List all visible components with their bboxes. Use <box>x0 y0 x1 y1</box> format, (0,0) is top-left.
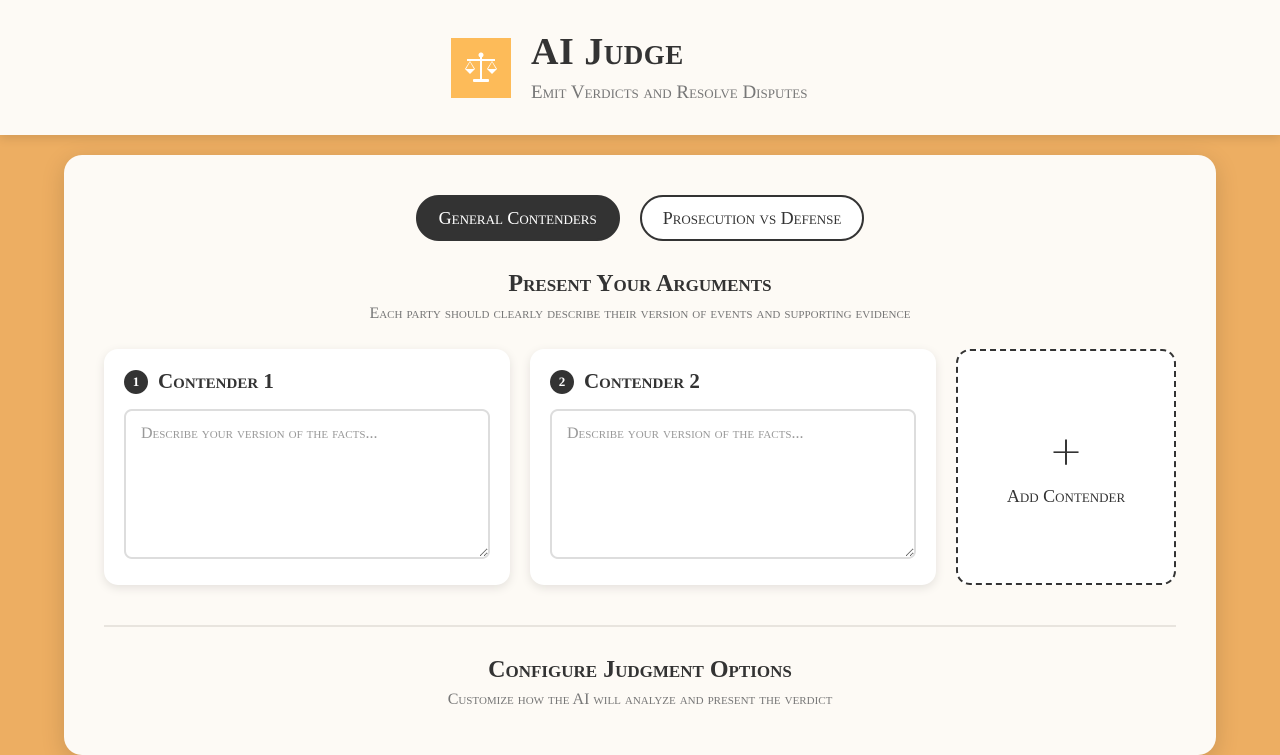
header <box>0 0 1280 135</box>
options-subtitle: Customize how the AI will analyze and present the verdict <box>447 691 833 708</box>
contender-2-input[interactable] <box>550 409 916 559</box>
add-contender-button[interactable] <box>956 349 1176 585</box>
contender-number-badge: 1 <box>124 370 148 394</box>
contender-1-input[interactable] <box>124 409 490 559</box>
tab-general-contenders[interactable]: General Contenders <box>416 195 620 241</box>
tab-prosecution-vs-defense[interactable]: Prosecution vs Defense <box>640 195 865 241</box>
scales-of-justice-icon <box>451 38 511 98</box>
contender-card-2 <box>530 349 936 585</box>
arguments-title: Present Your Arguments <box>508 271 772 297</box>
arguments-subtitle: Each party should clearly describe their version of events and supporting evidence <box>369 305 911 322</box>
contender-number-badge: 2 <box>550 370 574 394</box>
app-subtitle: Emit Verdicts and Resolve Disputes <box>531 82 808 103</box>
app-title: AI Judge <box>531 31 684 73</box>
options-title: Configure Judgment Options <box>488 657 792 683</box>
contender-name: Contender 1 <box>158 369 274 393</box>
contender-name: Contender 2 <box>584 369 700 393</box>
plus-icon: + <box>1049 428 1083 475</box>
mode-tabs <box>64 195 1216 241</box>
divider <box>104 625 1176 627</box>
main-card <box>64 155 1216 755</box>
contender-card-1 <box>104 349 510 585</box>
add-contender-label: Add Contender <box>1006 485 1126 506</box>
